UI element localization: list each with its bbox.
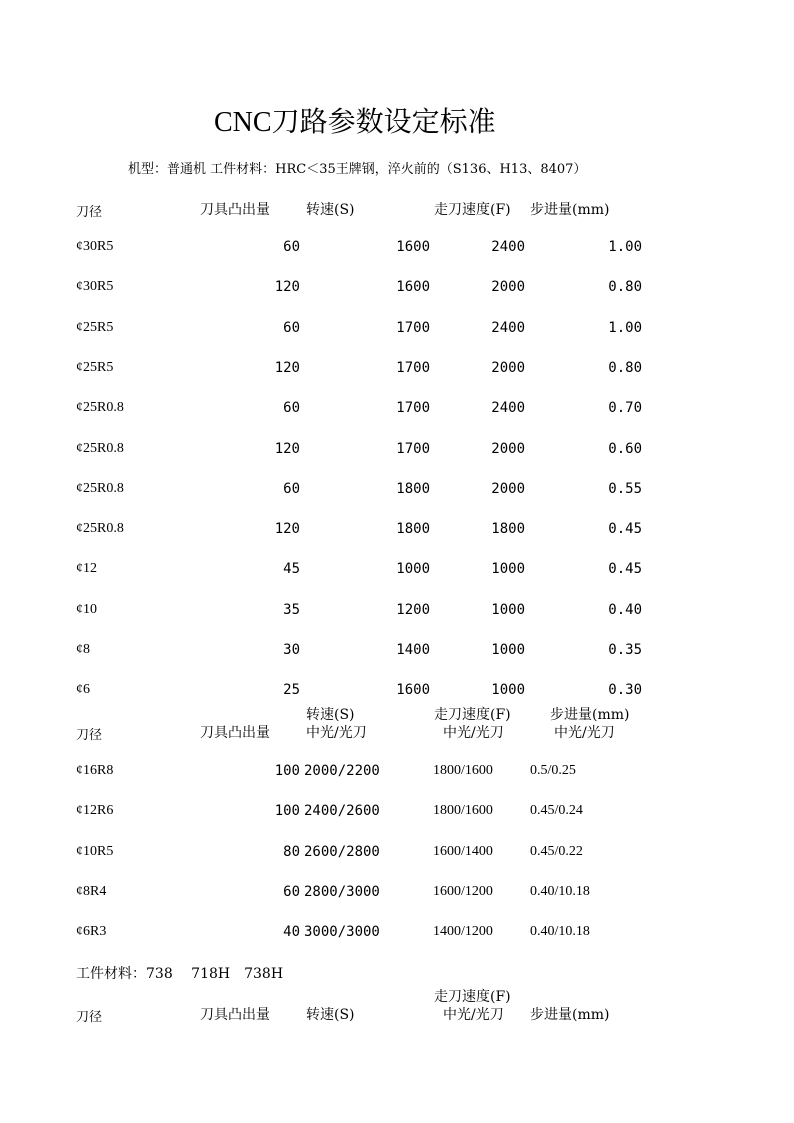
- header2-speed: 转速(S): [306, 707, 355, 723]
- cell-feed: 1000: [491, 561, 525, 578]
- header3-feed: 走刀速度(F): [434, 989, 511, 1005]
- cell-tool: ¢6R3: [76, 924, 107, 940]
- cell-tool: ¢25R0.8: [76, 521, 124, 537]
- cell-step: 0.5/0.25: [530, 763, 576, 778]
- cell-protrusion: 60: [283, 400, 300, 417]
- cell-speed: 1400: [396, 642, 430, 658]
- cell-protrusion: 120: [274, 440, 300, 457]
- cell-protrusion: 100: [274, 763, 300, 779]
- cell-protrusion: 60: [283, 883, 300, 900]
- cell-feed: 2000: [491, 440, 525, 457]
- cell-tool: ¢10: [76, 601, 97, 617]
- cell-protrusion: 60: [283, 319, 300, 336]
- cell-speed: 2600/2800: [304, 843, 380, 860]
- cell-step: 0.45/0.22: [530, 843, 583, 859]
- cell-step: 0.40: [608, 601, 642, 618]
- cell-tool: ¢8R4: [76, 883, 107, 899]
- cell-step: 0.40/10.18: [530, 883, 590, 899]
- cell-feed: 2000: [491, 359, 525, 376]
- cell-protrusion: 35: [283, 601, 300, 618]
- cell-feed: 1000: [491, 601, 525, 618]
- cell-speed: 1200: [396, 601, 430, 618]
- cell-speed: 1700: [396, 440, 430, 457]
- cell-speed: 1700: [396, 319, 430, 336]
- cell-speed: 2000/2200: [304, 763, 380, 779]
- header2-feed-sub: 中光/光刀: [443, 725, 504, 741]
- header2-feed: 走刀速度(F): [434, 707, 511, 723]
- cell-feed: 2400: [491, 400, 525, 417]
- cell-tool: ¢25R5: [76, 319, 114, 335]
- cell-protrusion: 60: [283, 239, 300, 255]
- cell-tool: ¢30R5: [76, 239, 114, 254]
- cell-feed: 1800: [491, 521, 525, 538]
- cell-tool: ¢25R0.8: [76, 400, 124, 416]
- cell-speed: 1800: [396, 480, 430, 497]
- cell-feed: 2400: [491, 319, 525, 336]
- cell-step: 1.00: [608, 239, 642, 255]
- header-protrusion: 刀具凸出量: [200, 202, 270, 218]
- cell-speed: 1700: [396, 400, 430, 417]
- cell-feed: 1800/1600: [433, 763, 493, 778]
- header2-diameter: 刀径: [76, 728, 103, 743]
- header3-diameter: 刀径: [76, 1010, 103, 1025]
- cell-step: 0.60: [608, 440, 642, 457]
- cell-tool: ¢12R6: [76, 803, 114, 819]
- cell-tool: ¢12: [76, 561, 97, 577]
- cell-feed: 1600/1200: [433, 883, 493, 899]
- header2-step-sub: 中光/光刀: [554, 725, 615, 741]
- header3-feed-sub: 中光/光刀: [443, 1007, 504, 1023]
- cell-speed: 3000/3000: [304, 924, 380, 941]
- cell-speed: 1700: [396, 359, 430, 376]
- header-step: 步进量(mm): [530, 202, 610, 218]
- cell-protrusion: 120: [274, 359, 300, 376]
- cell-tool: ¢6: [76, 682, 90, 698]
- cell-protrusion: 120: [274, 521, 300, 538]
- cell-tool: ¢8: [76, 642, 90, 657]
- cell-protrusion: 45: [283, 561, 300, 578]
- cell-step: 0.45: [608, 561, 642, 578]
- header2-speed-sub: 中光/光刀: [306, 725, 367, 741]
- cell-feed: 1600/1400: [433, 843, 493, 859]
- cell-protrusion: 80: [283, 843, 300, 860]
- cell-speed: 1000: [396, 561, 430, 578]
- cell-feed: 1400/1200: [433, 924, 493, 940]
- cell-step: 0.35: [608, 642, 642, 658]
- cell-feed: 1000: [491, 682, 525, 699]
- cell-feed: 2400: [491, 239, 525, 255]
- cell-speed: 1800: [396, 521, 430, 538]
- cell-tool: ¢30R5: [76, 279, 114, 295]
- cell-speed: 1600: [396, 239, 430, 255]
- cell-step: 1.00: [608, 319, 642, 336]
- cell-speed: 2400/2600: [304, 803, 380, 820]
- cell-feed: 1000: [491, 642, 525, 658]
- cell-feed: 1800/1600: [433, 803, 493, 819]
- cell-feed: 2000: [491, 279, 525, 296]
- header-feed: 走刀速度(F): [434, 202, 511, 218]
- cell-protrusion: 40: [283, 924, 300, 941]
- cell-tool: ¢25R5: [76, 359, 114, 375]
- header3-speed: 转速(S): [306, 1007, 355, 1023]
- page-title: CNC刀路参数设定标准: [214, 107, 496, 138]
- cell-step: 0.40/10.18: [530, 924, 590, 940]
- cell-step: 0.45: [608, 521, 642, 538]
- cell-step: 0.30: [608, 682, 642, 699]
- header-diameter: 刀径: [76, 205, 103, 220]
- cell-tool: ¢25R0.8: [76, 480, 124, 496]
- cell-protrusion: 30: [283, 642, 300, 658]
- cell-step: 0.80: [608, 279, 642, 296]
- material-line: 工件材料：738 718H 738H: [76, 966, 284, 982]
- header2-step: 步进量(mm): [550, 707, 630, 723]
- cell-step: 0.70: [608, 400, 642, 417]
- header-speed: 转速(S): [306, 202, 355, 218]
- cell-protrusion: 60: [283, 480, 300, 497]
- cell-feed: 2000: [491, 480, 525, 497]
- machine-material-info: 机型：普通机 工件材料：HRC＜35王牌钢，淬火前的（S136、H13、8407）: [128, 162, 587, 177]
- cell-protrusion: 100: [274, 803, 300, 820]
- cell-protrusion: 25: [283, 682, 300, 699]
- header2-protrusion: 刀具凸出量: [200, 725, 270, 741]
- header3-protrusion: 刀具凸出量: [200, 1007, 270, 1023]
- cell-tool: ¢25R0.8: [76, 440, 124, 456]
- cell-step: 0.55: [608, 480, 642, 497]
- header3-step: 步进量(mm): [530, 1007, 610, 1023]
- cell-speed: 1600: [396, 279, 430, 296]
- cell-tool: ¢16R8: [76, 763, 114, 778]
- cell-step: 0.80: [608, 359, 642, 376]
- cell-protrusion: 120: [274, 279, 300, 296]
- cell-tool: ¢10R5: [76, 843, 114, 859]
- cell-speed: 2800/3000: [304, 883, 380, 900]
- cell-speed: 1600: [396, 682, 430, 699]
- cell-step: 0.45/0.24: [530, 803, 583, 819]
